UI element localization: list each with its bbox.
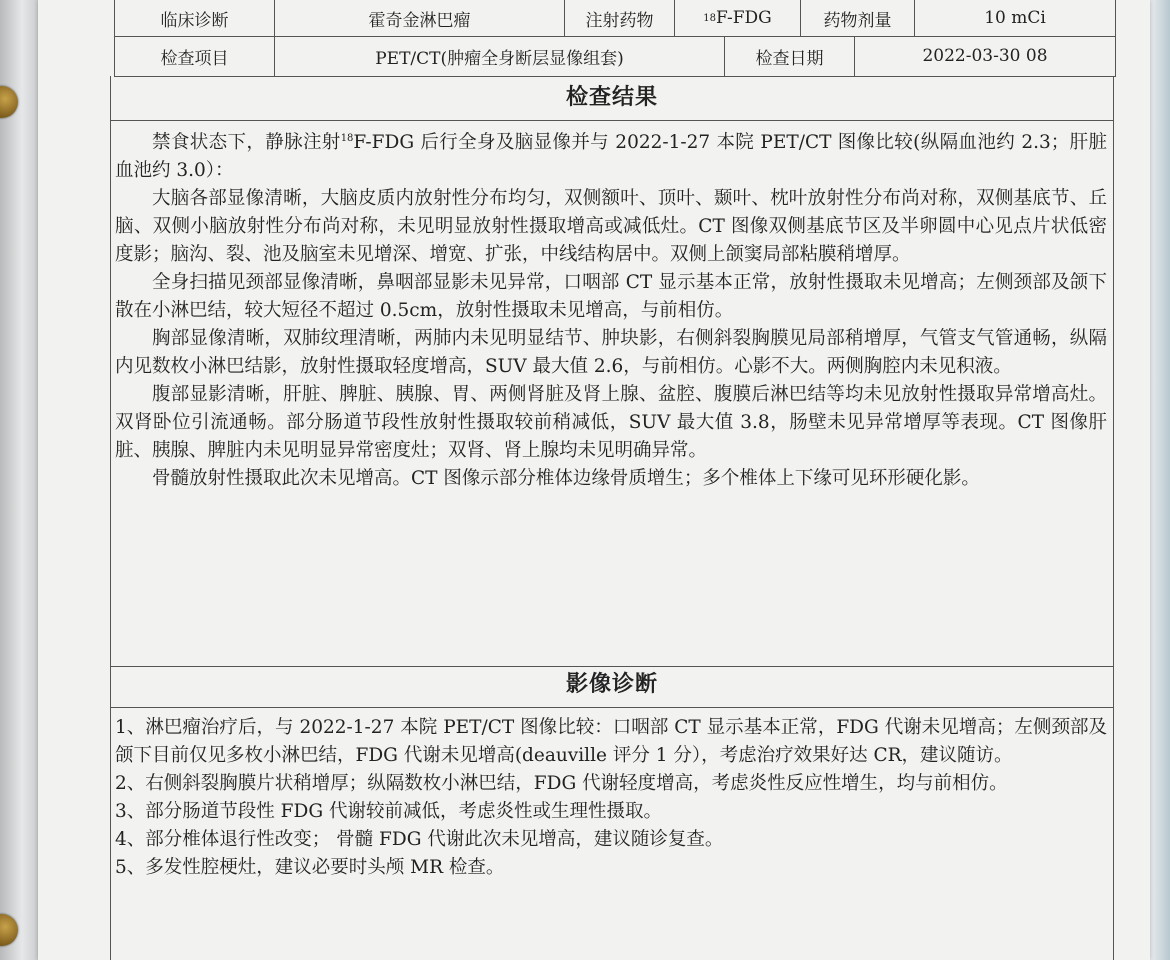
header-row-2 — [114, 36, 1116, 77]
diagnosis-item: 1、淋巴瘤治疗后，与 2022-1-27 本院 PET/CT 图像比较：口咽部 CT 显示基本正常，FDG 代谢未见增高；左侧颈部及颌下目前仅见多枚小淋巴结，FDG 代谢未见增高(deauville 评分 1 分），考虑治疗效果好达 CR，建议随访。 — [115, 717, 1107, 766]
binder-strip — [0, 0, 40, 960]
diagnosis-item: 5、多发性腔梗灶，建议必要时头颅 MR 检查。 — [115, 857, 505, 878]
diagnosis-body — [111, 708, 1113, 882]
diagnosis-item: 2、右侧斜裂胸膜片状稍增厚；纵隔数枚小淋巴结，FDG 代谢轻度增高，考虑炎性反应性增生，均与前相仿。 — [115, 773, 1008, 794]
results-paragraph-neck: 全身扫描见颈部显像清晰，鼻咽部显影未见异常，口咽部 CT 显示基本正常，放射性摄取未见增高；左侧颈部及颌下散在小淋巴结，较大短径不超过 0.5cm，放射性摄取未见增高，与前相仿。 — [115, 272, 1107, 322]
header-row-1 — [114, 0, 1116, 37]
dose-value: 10 mCi — [984, 8, 1046, 28]
exam-label: 检查项目 — [115, 36, 275, 76]
binder-screw — [0, 86, 18, 118]
exam-date-value: 2022-03-30 08 — [922, 46, 1048, 66]
results-intro: 禁食状态下，静脉注射$^{18}$F-FDG 后行全身及脑显像并与 2022-1-27 本院 PET/CT 图像比较(纵隔血池约 2.3；肝脏血池约 3.0）： — [115, 132, 1107, 182]
diagnosis-item: 4、部分椎体退行性改变； 骨髓 FDG 代谢此次未见增高，建议随诊复查。 — [115, 829, 724, 850]
results-section — [110, 76, 1114, 666]
exam-value: PET/CT(肿瘤全身断层显像组套) — [275, 36, 725, 76]
drug-value: 18 F-FDG — [675, 0, 801, 36]
diagnosis-section — [110, 666, 1114, 960]
drug-label: 注射药物 — [565, 0, 675, 36]
results-body — [111, 121, 1113, 493]
binder-screw — [0, 914, 18, 946]
diagnosis-item: 3、部分肠道节段性 FDG 代谢较前减低，考虑炎性或生理性摄取。 — [115, 801, 662, 822]
diagnosis-title: 影像诊断 — [111, 667, 1113, 708]
diagnosis-value: 霍奇金淋巴瘤 — [275, 0, 565, 36]
exam-date-label: 检查日期 — [725, 36, 855, 76]
report-sheet — [38, 0, 1150, 960]
results-paragraph-chest: 胸部显像清晰，双肺纹理清晰，两肺内未见明显结节、肿块影，右侧斜裂胸膜见局部稍增厚，气管支气管通畅，纵隔内见数枚小淋巴结影，放射性摄取轻度增高，SUV 最大值 2.6，与前相仿。心影不大。两侧胸腔内未见积液。 — [115, 328, 1107, 378]
results-paragraph-bone: 骨髓放射性摄取此次未见增高。CT 图像示部分椎体边缘骨质增生；多个椎体上下缘可见环形硬化影。 — [152, 468, 980, 490]
results-paragraph-brain: 大脑各部显像清晰，大脑皮质内放射性分布均匀，双侧额叶、顶叶、颞叶、枕叶放射性分布尚对称，双侧基底节、丘脑、双侧小脑放射性分布尚对称，未见明显放射性摄取增高或减低灶。CT 图像双侧基底节区及半卵圆中心见点片状低密度影；脑沟、裂、池及脑室未见增深、增宽、扩张，中线结构居中。双侧上颌窦局部粘膜稍增厚。 — [115, 188, 1107, 266]
results-paragraph-abdomen: 腹部显影清晰，肝脏、脾脏、胰腺、胃、两侧肾脏及肾上腺、盆腔、腹膜后淋巴结等均未见放射性摄取异常增高灶。双肾卧位引流通畅。部分肠道节段性放射性摄取较前稍减低，SUV 最大值 3.8，肠壁未见异常增厚等表现。CT 图像肝脏、胰腺、脾脏内未见明显异常密度灶；双肾、肾上腺均未见明确异常。 — [115, 384, 1107, 462]
dose-label: 药物剂量 — [801, 0, 915, 36]
diagnosis-label: 临床诊断 — [115, 0, 275, 36]
page-edge — [1150, 0, 1170, 960]
results-title: 检查结果 — [111, 76, 1113, 121]
